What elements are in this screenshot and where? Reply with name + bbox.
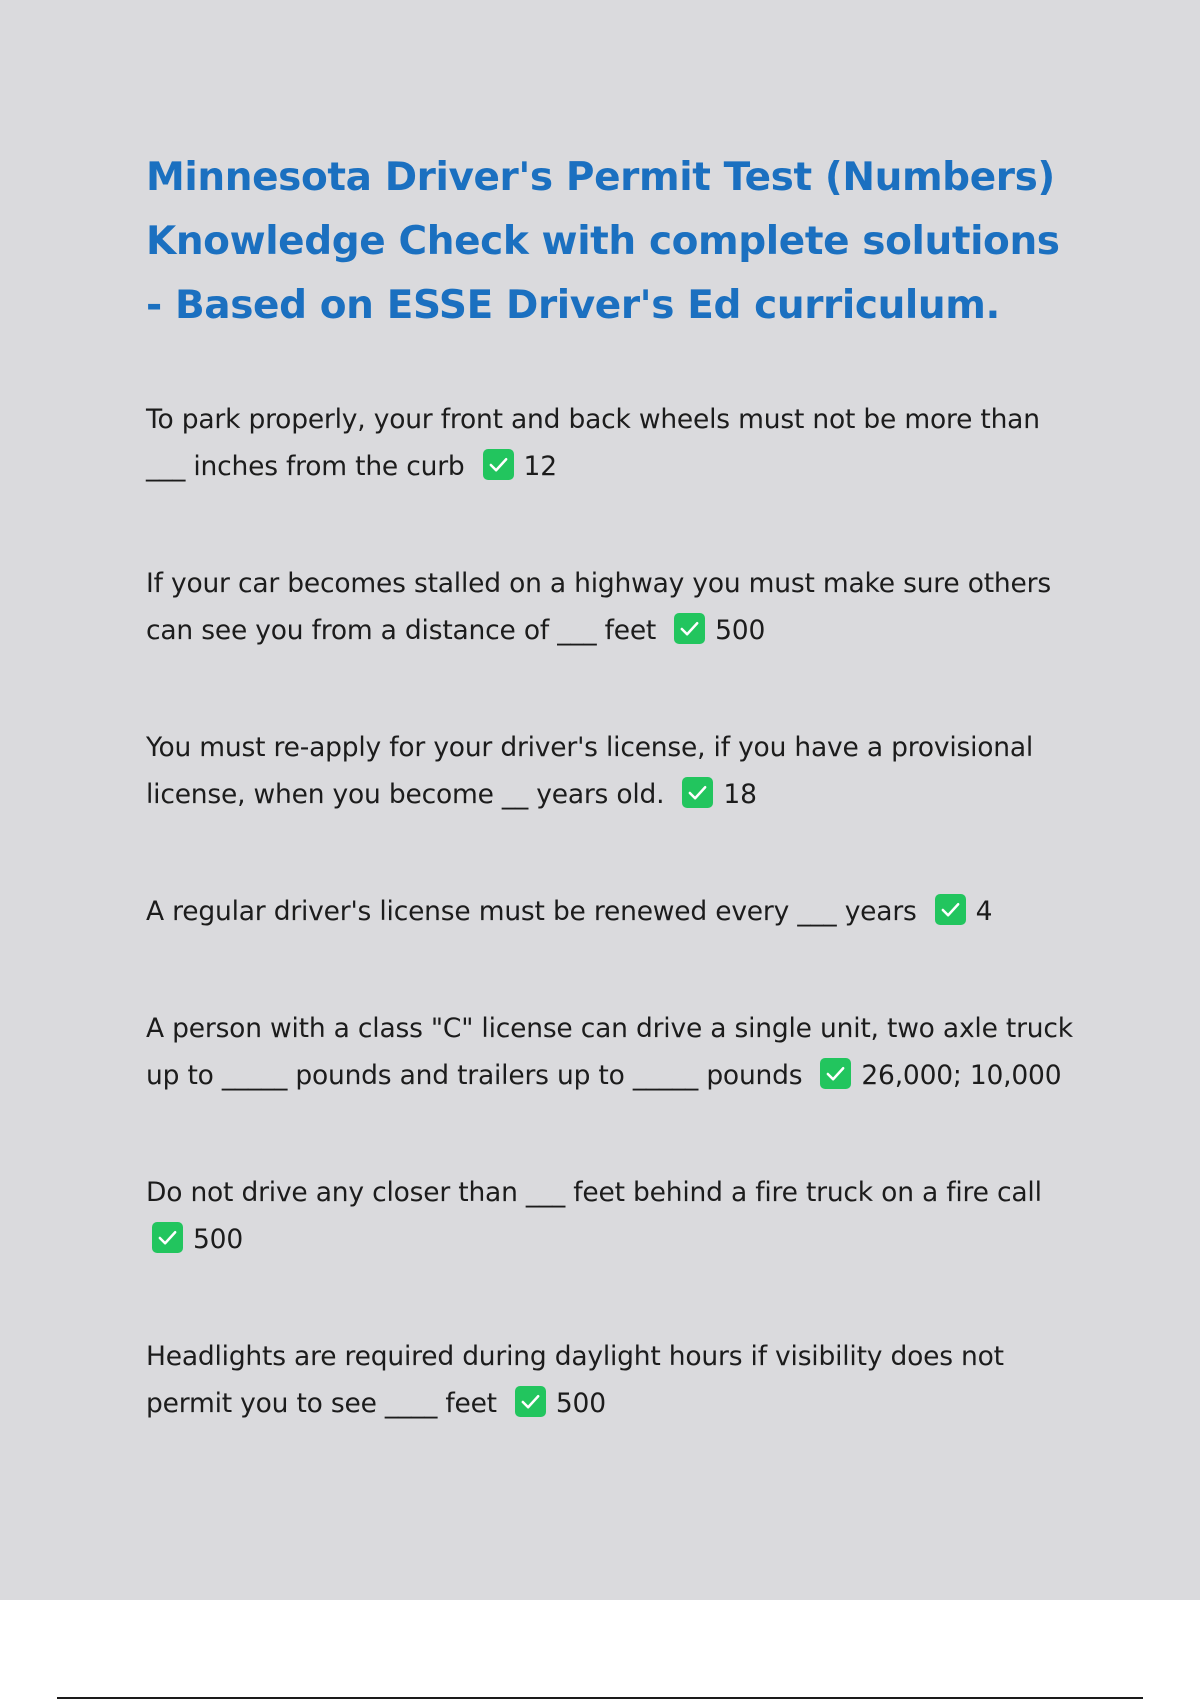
question-text: A regular driver's license must be renewed every ___ years (146, 896, 917, 927)
check-square-icon (152, 1222, 183, 1253)
question-item (146, 724, 1086, 818)
footer-divider (57, 1697, 1143, 1699)
answer-text: 12 (523, 451, 557, 482)
question-item (146, 1169, 1086, 1263)
question-item (146, 560, 1086, 654)
check-square-icon (935, 894, 966, 925)
question-text: Do not drive any closer than ___ feet behind a fire truck on a fire call (146, 1177, 1042, 1208)
check-square-icon (820, 1058, 851, 1089)
check-square-icon (515, 1386, 546, 1417)
answer-text: 26,000; 10,000 (861, 1060, 1062, 1091)
answer-text: 500 (193, 1224, 243, 1255)
check-square-icon (674, 613, 705, 644)
answer-text: 500 (555, 1388, 606, 1419)
question-text: You must re-apply for your driver's license, if you have a provisional license, when you become __ years old. (146, 732, 1034, 810)
check-square-icon (483, 449, 514, 480)
question-text: Headlights are required during daylight hours if visibility does not permit you to see ____ feet (146, 1341, 1004, 1419)
question-item (146, 396, 1086, 490)
question-text: A person with a class "C" license can drive a single unit, two axle truck up to _____ pounds and trailers up to _____ pounds (146, 1013, 1073, 1091)
question-text: If your car becomes stalled on a highway you must make sure others can see you from a distance of ___ feet (146, 568, 1051, 646)
question-list (146, 396, 1086, 1427)
question-item (146, 1005, 1086, 1099)
answer-text: 500 (715, 615, 766, 646)
question-item (146, 888, 1086, 935)
check-square-icon (682, 777, 713, 808)
document-content (146, 146, 1086, 1497)
question-text: To park properly, your front and back wheels must not be more than ___ inches from the curb (146, 404, 1040, 482)
document-title: Minnesota Driver's Permit Test (Numbers) Knowledge Check with complete solutions - Based on ESSE Driver's Ed curriculum. (146, 155, 1060, 328)
answer-text: 4 (975, 896, 993, 927)
answer-text: 18 (723, 779, 757, 810)
question-item (146, 1333, 1086, 1427)
